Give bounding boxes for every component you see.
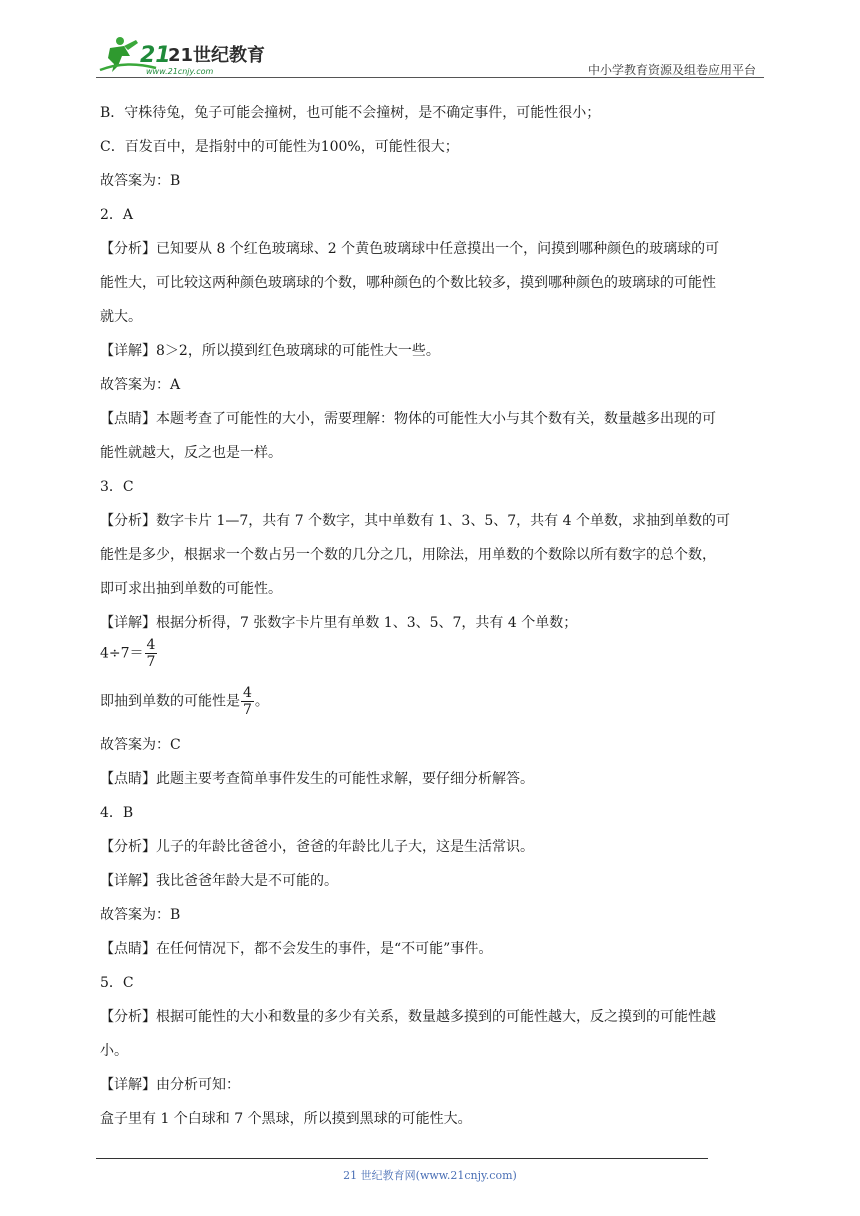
detail-text: 盒子里有 1 个白球和 7 个黑球，所以摸到黑球的可能性大。 xyxy=(100,1111,472,1127)
question-number: 3．C xyxy=(100,479,134,495)
analysis-text: 【分析】根据可能性的大小和数量的多少有关系，数量越多摸到的可能性越大，反之摸到的可能性越 xyxy=(100,1009,716,1025)
text-line: B．守株待兔，兔子可能会撞树，也可能不会撞树，是不确定事件，可能性很小； xyxy=(100,105,601,121)
detail-text: 【详解】我比爸爸年龄大是不可能的。 xyxy=(100,873,338,889)
answer-text: 故答案为：C xyxy=(100,737,181,753)
platform-name: 中小学教育资源及组卷应用平台 xyxy=(587,63,756,77)
answer-text: 故答案为：A xyxy=(100,377,181,393)
svg-text:www.21cnjy.com: www.21cnjy.com xyxy=(146,67,214,76)
fraction-numerator: 4 xyxy=(243,685,252,701)
analysis-text: 就大。 xyxy=(100,309,142,325)
analysis-text: 小。 xyxy=(100,1043,128,1059)
equation-text: 4÷7＝ xyxy=(100,645,144,662)
analysis-text: 即可求出抽到单数的可能性。 xyxy=(100,581,282,597)
analysis-text: 【分析】已知要从 8 个红色玻璃球、2 个黄色玻璃球中任意摸出一个，问摸到哪种颜色的玻璃球的可 xyxy=(100,241,720,257)
question-number: 5．C xyxy=(100,975,134,991)
svg-text:21世纪教育: 21世纪教育 xyxy=(168,45,266,66)
fraction xyxy=(241,685,254,718)
result-text: 即抽到单数的可能性是 xyxy=(100,693,240,710)
fraction-denominator: 7 xyxy=(146,654,156,670)
result-line xyxy=(100,685,269,718)
analysis-text: 【分析】数字卡片 1—7，共有 7 个数字，其中单数有 1、3、5、7，共有 4 个单数，求抽到单数的可 xyxy=(100,513,730,529)
footer-divider xyxy=(96,1158,708,1159)
page-footer[interactable]: 21 世纪教育网(www.21cnjy.com) xyxy=(343,1169,517,1182)
fraction xyxy=(145,637,158,670)
detail-text: 【详解】由分析可知： xyxy=(100,1077,240,1093)
result-suffix: 。 xyxy=(254,693,269,710)
analysis-text: 能性是多少，根据求一个数占另一个数的几分之几，用除法，用单数的个数除以所有数字的总个数， xyxy=(100,547,716,563)
fraction-denominator: 7 xyxy=(243,702,252,718)
analysis-text: 能性大，可比较这两种颜色玻璃球的个数，哪种颜色的个数比较多，摸到哪种颜色的玻璃球的可能性 xyxy=(100,275,716,291)
site-logo xyxy=(96,34,266,78)
page-header xyxy=(96,30,764,80)
svg-text:21: 21 xyxy=(140,43,171,68)
question-number: 2．A xyxy=(100,207,134,223)
detail-text: 【详解】根据分析得，7 张数字卡片里有单数 1、3、5、7，共有 4 个单数； xyxy=(100,615,578,631)
analysis-text: 【分析】儿子的年龄比爸爸小，爸爸的年龄比儿子大，这是生活常识。 xyxy=(100,839,534,855)
text-line: C．百发百中，是指射中的可能性为100%，可能性很大； xyxy=(100,139,459,155)
fraction-numerator: 4 xyxy=(146,637,156,653)
comment-text: 能性就越大，反之也是一样。 xyxy=(100,445,282,461)
equation-line xyxy=(100,637,158,670)
comment-text: 【点睛】本题考查了可能性的大小，需要理解：物体的可能性大小与其个数有关，数量越多出现的可 xyxy=(100,411,716,427)
question-number: 4．B xyxy=(100,805,134,821)
comment-text: 【点睛】在任何情况下，都不会发生的事件，是“不可能”事件。 xyxy=(100,941,493,957)
answer-text: 故答案为：B xyxy=(100,907,181,923)
header-divider xyxy=(96,77,764,78)
comment-text: 【点睛】此题主要考查简单事件发生的可能性求解，要仔细分析解答。 xyxy=(100,771,534,787)
text-line: 故答案为：B xyxy=(100,173,181,189)
detail-text: 【详解】8＞2，所以摸到红色玻璃球的可能性大一些。 xyxy=(100,343,440,359)
